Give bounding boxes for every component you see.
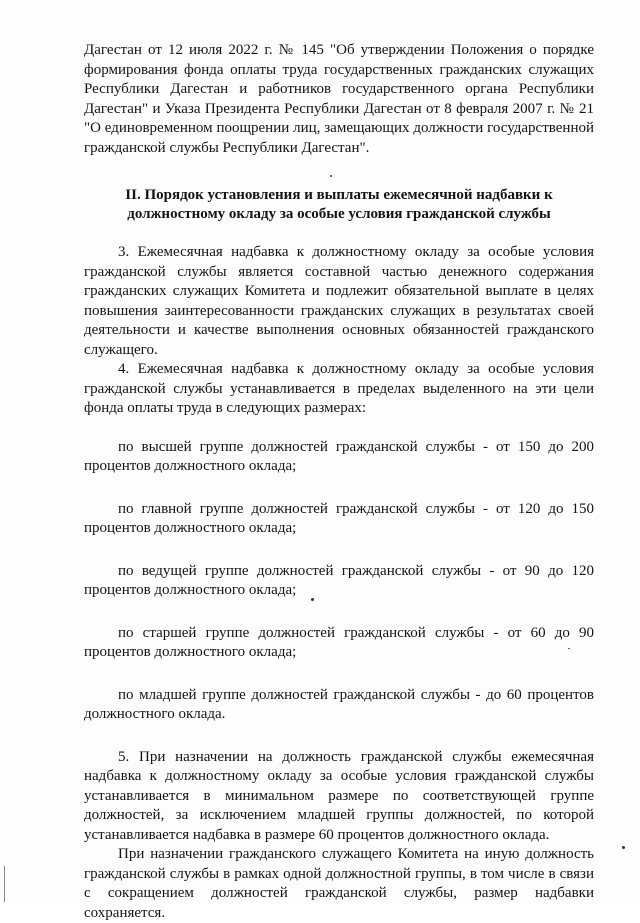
rate-item-highest: по высшей группе должностей гражданской службы - от 150 до 200 процентов должностного оклада;	[84, 438, 594, 474]
scan-speck	[568, 648, 570, 649]
section-heading	[84, 186, 594, 224]
scan-speck	[330, 175, 332, 177]
intro-paragraph: Дагестан от 12 июля 2022 г. № 145 "Об утверждении Положения о порядке формирования фонда оплаты труда государственных гражданских служащих Республики Дагестан и работников государственного органа Республики Дагестан" и Указа Президента Республики Дагестан от 8 февраля 2007 г. № 21 "О единовременном поощрении лиц, замещающих должности государственной гражданской службы Республики Дагестан".	[84, 42, 594, 156]
paragraph-4: 4. Ежемесячная надбавка к должностному окладу за особые условия гражданской службы устанавливается в пределах выделенного на эти цели фонда оплаты труда в следующих размерах:	[84, 361, 594, 416]
rate-item-junior: по младшей группе должностей гражданской службы - до 60 процентов должностного оклада.	[84, 686, 594, 722]
paragraph-3: 3. Ежемесячная надбавка к должностному окладу за особые условия гражданской службы является составной частью денежного содержания гражданских служащих Комитета и подлежит обязательной выплате в целях повышения заинтересованности гражданских служащих в результатах своей деятельности и качестве выполнения основных обязанностей гражданского служащего.	[84, 244, 594, 358]
rate-item-senior: по старшей группе должностей гражданской службы - от 60 до 90 процентов должностного оклада;	[84, 624, 594, 660]
paragraph-5-continued: При назначении гражданского служащего Комитета на иную должность гражданской службы в рамках одной должностной группы, в том числе в связи с сокращением должностей гражданской службы, размер надбавки сохраняется.	[84, 846, 594, 921]
scan-speck	[622, 846, 625, 849]
document-body	[84, 41, 594, 923]
section-heading-line-2: должностному окладу за особые условия гражданской службы	[127, 206, 551, 222]
paragraph-5: 5. При назначении на должность гражданской службы ежемесячная надбавка к должностному окладу за особые условия гражданской службы устанавливается в минимальном размере по соответствующей группе должностей, за исключением младшей группы должностей, по которой устанавливается надбавка в размере 60 процентов должностного оклада.	[84, 748, 594, 843]
rates-list	[84, 438, 594, 725]
scan-edge-mark	[4, 866, 5, 902]
rate-item-leading: по ведущей группе должностей гражданской службы - от 90 до 120 процентов должностного оклада;	[84, 562, 594, 598]
section-heading-line-1: II. Порядок установления и выплаты ежемесячной надбавки к	[125, 187, 553, 203]
rate-item-main: по главной группе должностей гражданской службы - от 120 до 150 процентов должностного оклада;	[84, 500, 594, 536]
scan-speck	[311, 598, 314, 601]
